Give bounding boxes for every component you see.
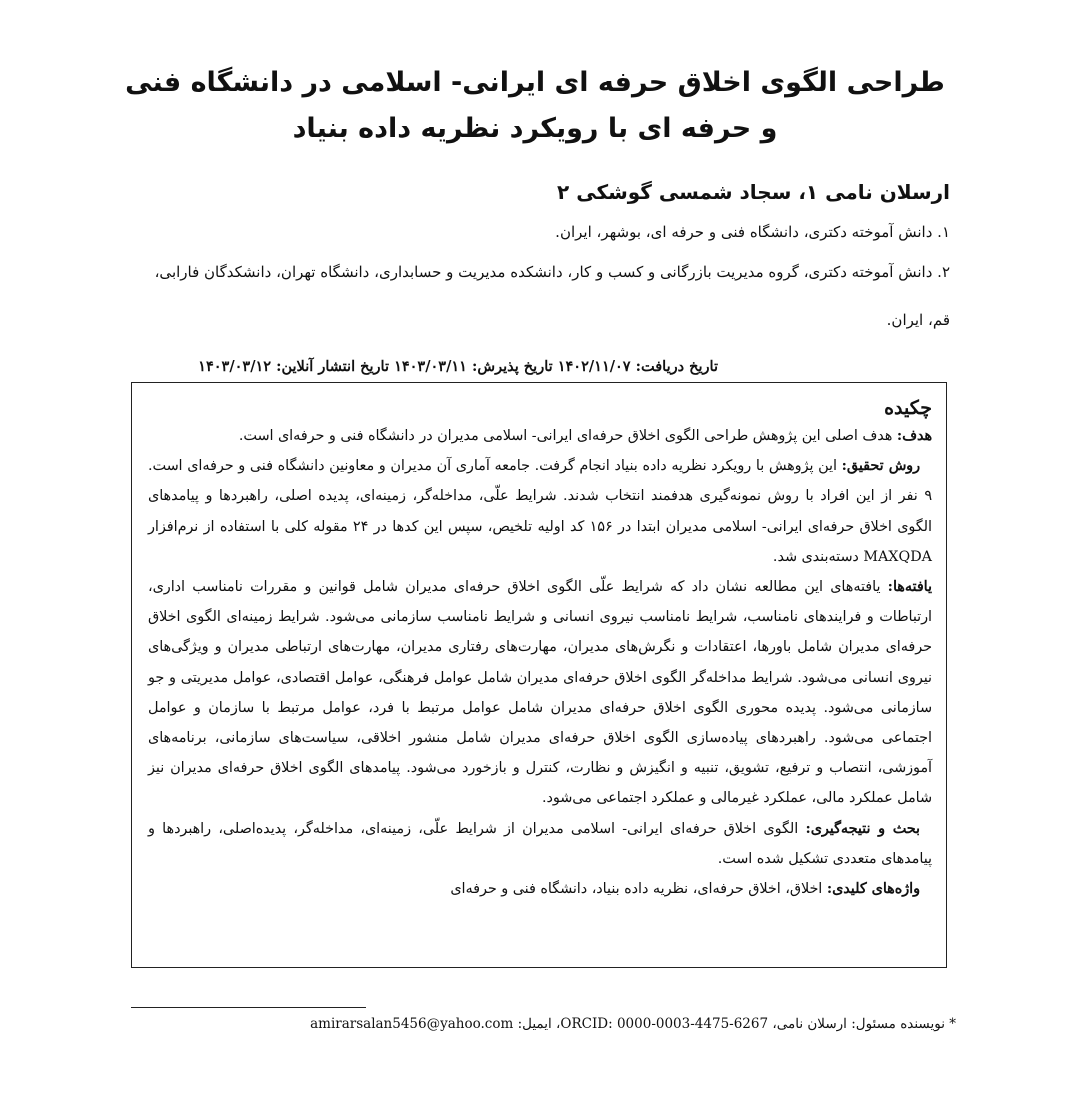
- publication-dates: تاریخ دریافت: ۱۴۰۲/۱۱/۰۷ تاریخ پذیرش: ۱۴۰۳/۰۳/۱۱ تاریخ انتشار آنلاین: ۱۴۰۳/۰۳/۱۲: [198, 358, 718, 375]
- abstract-box: [131, 382, 947, 968]
- abstract-discussion: [148, 814, 932, 874]
- corresponding-author-footnote: [310, 1016, 956, 1032]
- abstract-method: [148, 451, 932, 572]
- keywords-text: اخلاق، اخلاق حرفه‌ای، نظریه داده بنیاد، دانشگاه فنی و حرفه‌ای: [450, 881, 827, 898]
- method-label: روش تحقیق:: [841, 458, 920, 475]
- paper-title: طراحی الگوی اخلاق حرفه ای ایرانی- اسلامی در دانشگاه فنی و حرفه ای با رویکرد نظریه داده بنیاد: [125, 67, 945, 144]
- footnote-email-label: ایمیل:: [513, 1016, 557, 1032]
- affiliation-2: ۲. دانش آموخته دکتری، گروه مدیریت بازرگانی و کسب و کار، دانشکده مدیریت و حسابداری، دانشگاه تهران، دانشکدگان فارابی، قم، ایران.: [154, 263, 950, 329]
- goal-label: هدف:: [896, 428, 932, 444]
- footnote-orcid: 6267-4475-0003-0000 :ORCID،: [556, 1016, 773, 1032]
- discussion-label: بحث و نتیجه‌گیری:: [805, 820, 920, 837]
- abstract-findings: [148, 572, 932, 814]
- affiliation-1: ۱. دانش آموخته دکتری، دانشگاه فنی و حرفه ای، بوشهر، ایران.: [555, 223, 950, 241]
- findings-text: یافته‌های این مطالعه نشان داد که شرایط علّی الگوی اخلاق حرفه‌ای مدیران شامل قوانین و مقررات نامناسب اداری، ارتباطات و فرایندهای نامناسب، شرایط نامناسب نیروی انسانی و شرایط نامناسب سازمانی می‌شود. شرایط زمینه‌ای الگوی اخلاق حرفه‌ای مدیران شامل باورها، اعتقادات و نگرش‌های مدیران، مهارت‌های رفتاری مدیران، مهارت‌های ارتباطی مدیران و ویژگی‌های نیروی انسانی می‌شود. شرایط مداخله‌گر الگوی اخلاق حرفه‌ای مدیران شامل عوامل فرهنگی، عوامل اقتصادی، عوامل مدیریتی و جو سازمانی می‌شود. پدیده محوری الگوی اخلاق حرفه‌ای مدیران شامل عوامل مرتبط با فرد، عوامل مرتبط با سازمان و عوامل اجتماعی می‌شود. راهبردهای پیاده‌سازی الگوی اخلاق حرفه‌ای مدیران شامل منشور اخلاقی، سیاست‌های سازمانی، برنامه‌های آموزشی، انتصاب و ترفیع، تشویق، تنبیه و انگیزش و نظارت، کنترل و بازخورد می‌شود. پیامدهای الگوی اخلاق حرفه‌ای مدیران نیز شامل عملکرد مالی، عملکرد غیرمالی و عملکرد اجتماعی می‌شود.: [148, 579, 932, 807]
- discussion-text: الگوی اخلاق حرفه‌ای ایرانی- اسلامی مدیران از شرایط علّی، زمینه‌ای، مداخله‌گر، پدیده‌اصلی، راهبردها و پیامدهای متعددی تشکیل شده است.: [148, 820, 932, 867]
- goal-text: هدف اصلی این پژوهش طراحی الگوی اخلاق حرفه‌ای ایرانی- اسلامی مدیران در دانشگاه فنی و حرفه‌ای است.: [238, 428, 897, 444]
- keywords-label: واژه‌های کلیدی:: [826, 881, 920, 898]
- footnote-divider: [131, 1007, 366, 1008]
- abstract-keywords: [148, 874, 932, 904]
- abstract-goal: [148, 421, 932, 451]
- footnote-email-link[interactable]: amirarsalan5456@yahoo.com: [310, 1016, 514, 1032]
- abstract-heading: چکیده: [884, 397, 932, 419]
- method-text: این پژوهش با رویکرد نظریه داده بنیاد انجام گرفت. جامعه آماری آن مدیران و معاونین دانشگاه فنی و حرفه‌ای است. ۹ نفر از این افراد با روش نمونه‌گیری هدفمند انتخاب شدند. شرایط علّی، مداخله‌گر، زمینه‌ای، پدیده اصلی، راهبردها و پیامدهای الگوی اخلاق حرفه‌ای ایرانی- اسلامی مدیران ابتدا در ۱۵۶ کد اولیه تلخیص، سپس این کدها در ۲۴ مقوله کلی با استفاده از نرم‌افزار MAXQDA دسته‌بندی شد.: [148, 458, 932, 565]
- findings-label: یافته‌ها:: [887, 579, 932, 596]
- footnote-prefix: * نویسنده مسئول: ارسلان نامی،: [772, 1016, 956, 1032]
- author-list: ارسلان نامی ۱، سجاد شمسی گوشکی ۲: [557, 180, 950, 204]
